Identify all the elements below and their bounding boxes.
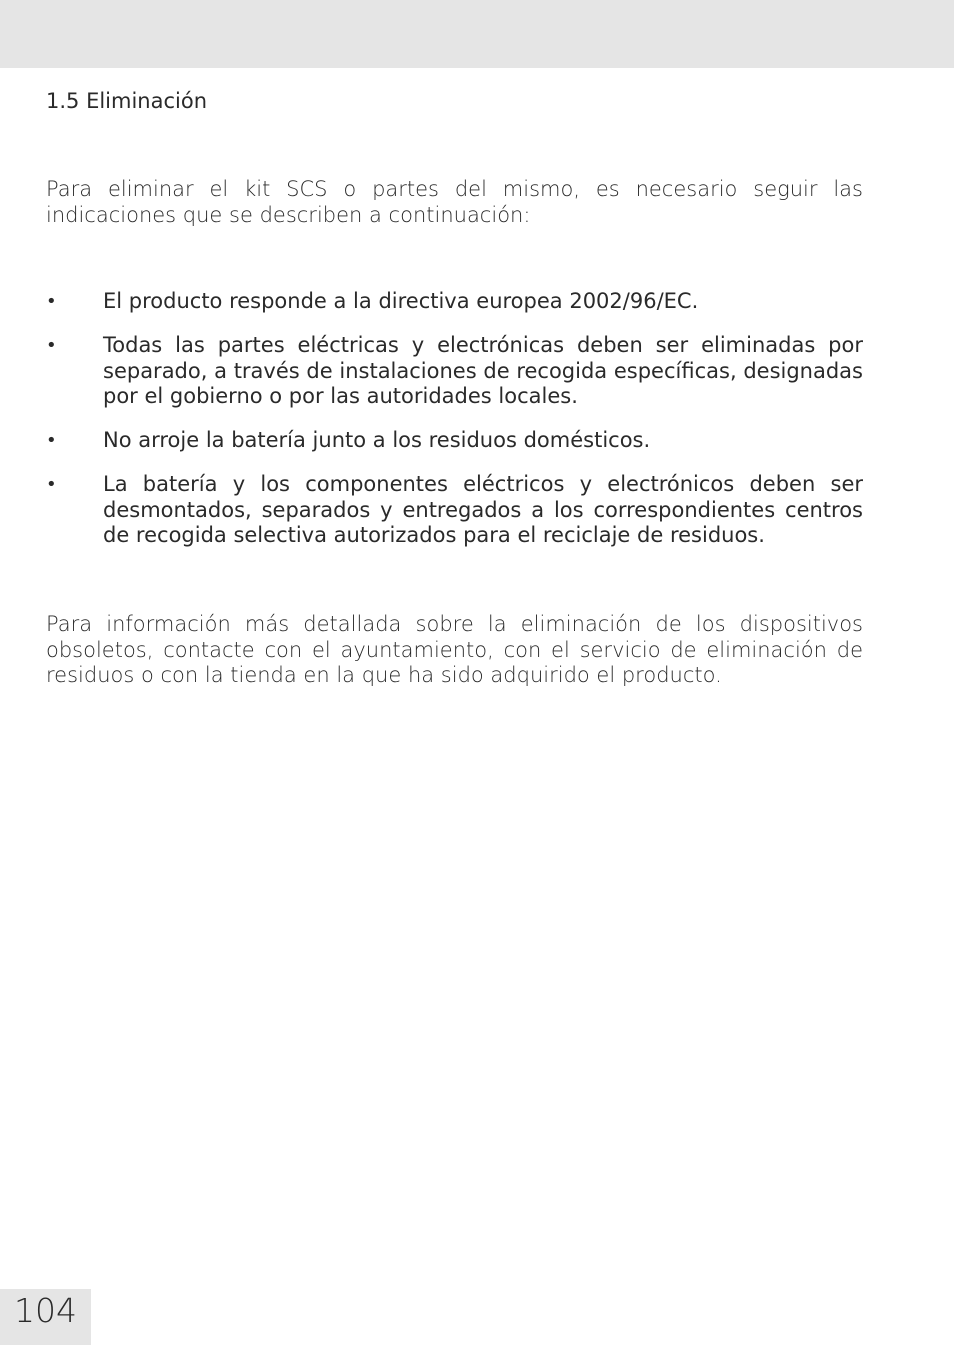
list-item	[46, 428, 863, 454]
list-item-text: Todas las partes eléctricas y electrónicas deben ser eliminadas por separado, a través de instalaciones de recogida específicas, designadas por el gobierno o por las autoridades locales.	[103, 333, 863, 408]
outro-paragraph: Para información más detallada sobre la eliminación de los dispositivos obsoletos, contacte con el ayuntamiento, con el servicio de eliminación de residuos o con la tienda en la que ha sido adquirido el producto.	[46, 612, 863, 687]
bullet-icon: •	[46, 430, 57, 451]
list-item-text: El producto responde a la directiva europea 2002/96/EC.	[103, 289, 699, 313]
list-item-text: La batería y los componentes eléctricos y electrónicos deben ser desmontados, separados y entregados a los correspondientes centros de recogida selectiva autorizados para el reciclaje de residuos.	[103, 472, 863, 547]
disposal-instructions-list	[46, 289, 863, 567]
section-title: 1.5 Eliminación	[46, 89, 208, 113]
header-band	[0, 0, 954, 68]
list-item	[46, 333, 863, 410]
bullet-icon: •	[46, 335, 57, 356]
bullet-icon: •	[46, 474, 57, 495]
list-item	[46, 289, 863, 315]
bullet-icon: •	[46, 291, 57, 312]
list-item	[46, 472, 863, 549]
list-item-text: No arroje la batería junto a los residuos domésticos.	[103, 428, 651, 452]
page-number: 104	[14, 1291, 77, 1330]
intro-paragraph: Para eliminar el kit SCS o partes del mismo, es necesario seguir las indicaciones que se describen a continuación:	[46, 177, 863, 227]
